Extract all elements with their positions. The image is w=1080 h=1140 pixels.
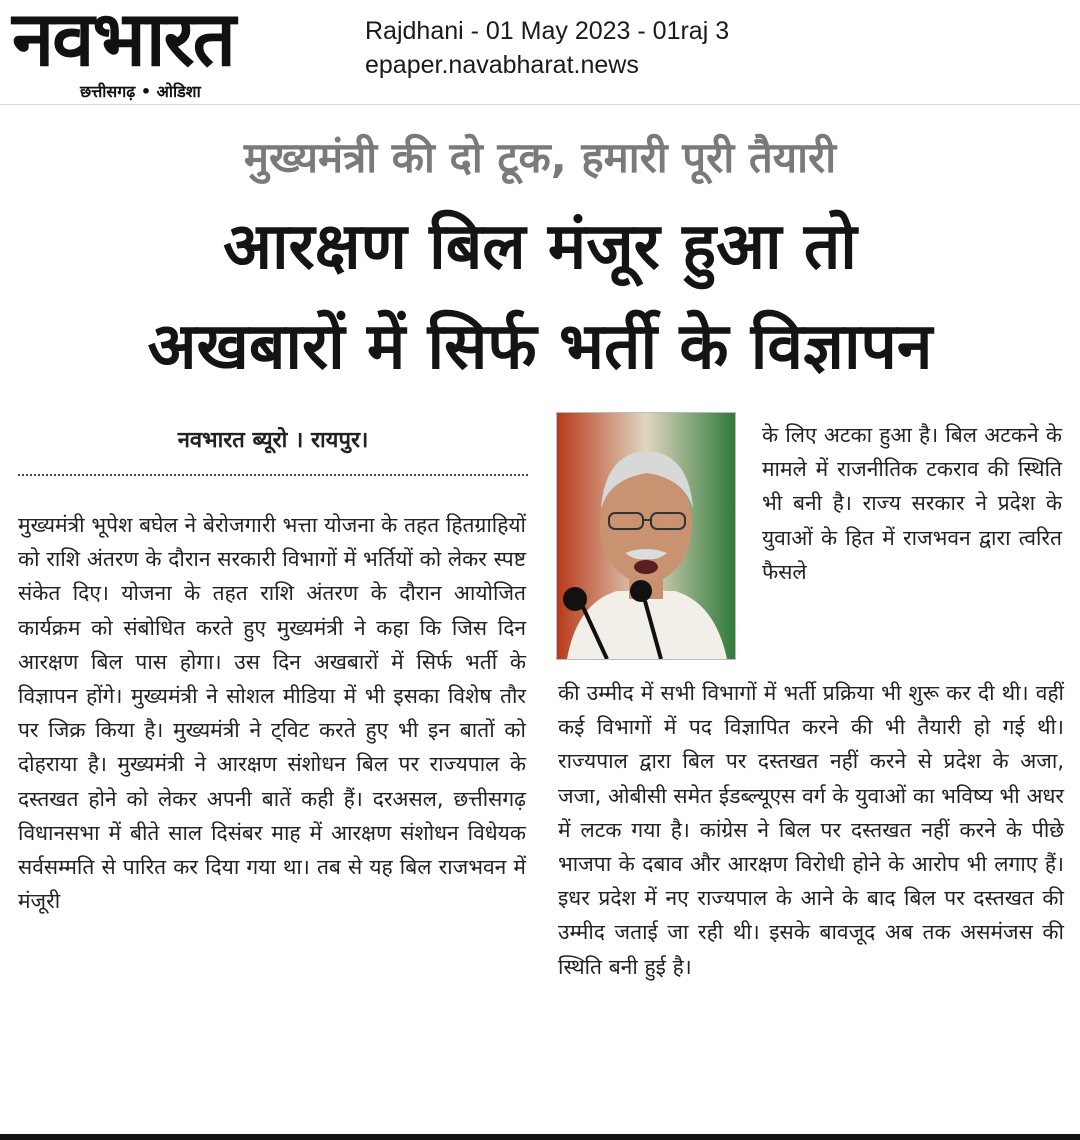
logo-wordmark: नवभारत bbox=[12, 0, 234, 83]
masthead bbox=[0, 0, 1080, 104]
website-line: epaper.navabharat.news bbox=[365, 51, 639, 79]
newspaper-logo bbox=[6, 0, 336, 104]
byline-divider bbox=[18, 474, 528, 476]
article-column-1: मुख्यमंत्री भूपेश बघेल ने बेरोजगारी भत्ता योजना के तहत हितग्राहियों को राशि अंतरण के दौरान सरकारी विभागों में भर्तियों को लेकर स्पष्ट संकेत दिए। योजना के तहत राशि अंतरण के दौरान आयोजित कार्यक्रम को संबोधित करते हुए मुख्यमंत्री ने कहा कि जिस दिन आरक्षण बिल पास होगा। उस दिन अखबारों में सिर्फ भर्ती के विज्ञापन होंगे। मुख्यमंत्री ने सोशल मीडिया में भी इसका विशेष तौर पर जिक्र किया है। मुख्यमंत्री ने ट्विट करते हुए भी इन बातों को दोहराया है। मुख्यमंत्री ने आरक्षण संशोधन बिल पर राज्यपाल के दस्तखत होने को लेकर अपनी बातें कही हैं। दरअसल, छत्तीसगढ़ विधानसभा में बीते साल दिसंबर माह में आरक्षण संशोधन विधेयक सर्वसम्मति से पारित कर दिया गया था। तब से यह बिल राजभवन में मंजूरी bbox=[18, 513, 526, 914]
headline-line-1: आरक्षण बिल मंजूर हुआ तो bbox=[223, 210, 857, 284]
article-column-2-top: के लिए अटका हुआ है। बिल अटकने के मामले में राजनीतिक टकराव की स्थिति भी बनी है। राज्य सरकार ने प्रदेश के युवाओं के हित में राजभवन द्वारा त्वरित फैसले bbox=[762, 423, 1062, 584]
article-kicker: मुख्यमंत्री की दो टूक, हमारी पूरी तैयारी bbox=[243, 133, 837, 182]
portrait-image bbox=[557, 413, 735, 659]
byline: नवभारत ब्यूरो । रायपुर। bbox=[177, 428, 369, 453]
logo-subtitle: छत्तीसगढ़ • ओडिशा bbox=[80, 82, 201, 101]
bottom-border bbox=[0, 1134, 1080, 1140]
edition-info bbox=[365, 14, 729, 82]
edition-line: Rajdhani - 01 May 2023 - 01raj 3 bbox=[365, 17, 730, 45]
headline-line-2: अखबारों में सिर्फ भर्ती के विज्ञापन bbox=[147, 310, 933, 384]
article-column-2-bottom: की उम्मीद में सभी विभागों में भर्ती प्रक्रिया भी शुरू कर दी थी। वहीं कई विभागों में पद विज्ञापित करने की भी तैयारी हो गई थी। राज्यपाल द्वारा बिल पर दस्तखत नहीं करने से प्रदेश के अजा, जजा, ओबीसी समेत ईडब्ल्यूएस वर्ग के युवाओं का भविष्य भी अधर में लटक गया है। कांग्रेस ने बिल पर दस्तखत नहीं करने के पीछे भाजपा के दबाव और आरक्षण विरोधी होने के आरोप भी लगाए हैं। इधर प्रदेश में नए राज्यपाल के आने के बाद बिल पर दस्तखत की उम्मीद जताई जा रही थी। इसके बावजूद अब तक असमंजस की स्थिति बनी हुई है। bbox=[558, 681, 1064, 979]
chief-minister-photo bbox=[556, 412, 736, 660]
